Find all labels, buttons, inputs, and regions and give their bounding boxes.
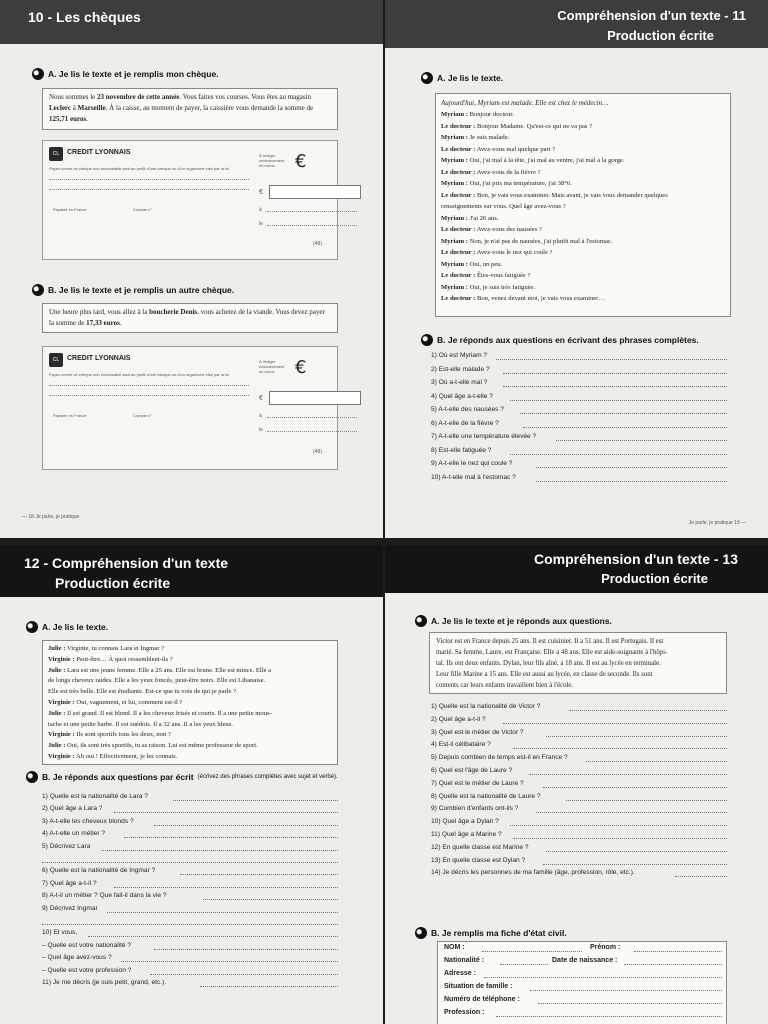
amount-words-line[interactable] [49, 395, 249, 396]
speaker: Julie : [48, 709, 66, 717]
text-lines [436, 636, 720, 691]
naissance-label: Date de naissance : [552, 957, 618, 964]
prenom-field[interactable] [634, 951, 722, 952]
speech: Ils sont sportifs tous les deux, non ? [74, 731, 171, 739]
answer-line[interactable] [556, 440, 727, 441]
answer-line[interactable] [513, 838, 727, 839]
speech: Oui, ils sont très sportifs, tu as raison. Lui est même professeur de sport. [65, 742, 258, 750]
question-label: 1) Quelle est la nationalité de Lara ? [42, 793, 148, 800]
dialogue-line [441, 236, 725, 248]
speech: Oui, vaguement, et lui, comment est-il ? [74, 698, 183, 706]
bank-name: CREDIT LYONNAIS [67, 355, 131, 362]
nationalite-label: Nationalité : [444, 957, 485, 964]
question-label: 13) En quelle classe est Dylan ? [431, 856, 526, 864]
payee-line[interactable] [49, 385, 249, 386]
speaker: Le docteur : [441, 122, 476, 130]
answer-line[interactable] [200, 986, 338, 987]
section-a-label: A. Je lis le texte. [42, 622, 109, 632]
speech: Bon, venez devant moi, je vais vous examiner… [475, 295, 605, 302]
speech: Bonjour Madame. Qu'est-ce qui ne va pas ? [475, 122, 593, 130]
cheque-form-1[interactable]: CL CREDIT LYONNAIS Payez contre ce chèque non endossable sauf au profit d'une banque ou d'un organisme visé par la loi À rédiger exclusivement en euros € € Payable en France Compte n° à le (48) [42, 140, 338, 260]
section-b-label: B. Je réponds aux questions en écrivant des phrases complètes. [437, 335, 699, 345]
dialogue-line [48, 644, 332, 655]
page-12 [0, 545, 383, 1024]
speech: tache et une petite barbe. Il est suédois. Il a 32 ans. Il a les yeux bleus. [48, 720, 233, 728]
answer-line[interactable] [543, 787, 727, 788]
speech: Êtes-vous fatiguée ? [475, 272, 531, 279]
question-label: 7) Quel âge a-t-il ? [42, 879, 97, 887]
payee-line[interactable] [49, 179, 249, 180]
speaker: Virginie : [48, 752, 75, 760]
question-label: 14) Je décris les personnes de ma famille (âge, profession, rôle, etc.). [431, 869, 635, 877]
bank-logo: CL [49, 147, 63, 161]
bank-name: CREDIT LYONNAIS [67, 149, 131, 156]
dialogue-line [441, 109, 725, 121]
speaker: Myriam : [441, 260, 468, 268]
place-line[interactable] [267, 211, 357, 212]
dialogue-line [48, 666, 332, 677]
answer-line[interactable] [529, 774, 727, 775]
answer-line[interactable] [88, 936, 338, 937]
answer-line[interactable] [536, 812, 727, 813]
question-label: – Quelle est votre nationalité ? [42, 941, 132, 949]
speech: Il est grand. Il est blond. Il a les cheveux frisés et courts. Il a une petite mous- [65, 709, 272, 717]
situation-label: Situation de famille : [444, 983, 513, 990]
dialogue-line [441, 121, 725, 133]
question-label: 11) Je me décris (je suis petit, grand, etc.). [42, 979, 167, 986]
dialogue-line [48, 730, 332, 741]
section-b-label: B. Je réponds aux questions par écrit [42, 772, 194, 782]
amount-field[interactable] [269, 391, 361, 405]
question-label: 6) Quelle est la nationalité de Ingmar ? [42, 867, 156, 875]
text-box [429, 632, 727, 694]
section-b-title [421, 334, 699, 346]
dialogue-line [441, 144, 725, 156]
question-label: 4) A-t-elle un métier ? [42, 830, 106, 838]
dialogue-line [441, 167, 725, 179]
adresse-label: Adresse : [444, 970, 476, 977]
question-label: 4) Est-il célibataire ? [431, 741, 491, 749]
question-label: 1) Quelle est la nationalité de Victor ? [431, 703, 541, 710]
speech: Bonjour docteur. [467, 111, 514, 118]
speech: Avez-vous mal quelque part ? [475, 145, 556, 153]
question-label: 2) Quel âge a-t-il ? [431, 715, 486, 723]
dialogue-line [441, 282, 725, 294]
answer-line[interactable] [503, 723, 727, 724]
answer-line[interactable] [543, 864, 727, 865]
speaker: Virginie : [48, 698, 75, 706]
nom-field[interactable] [482, 951, 582, 952]
section-a-title [32, 68, 219, 80]
spiral-icon [26, 771, 38, 783]
question-label: 4) Quel âge a-t-elle ? [431, 392, 493, 400]
question-label: 1) Où est Myriam ? [431, 352, 488, 359]
answer-line[interactable] [520, 413, 728, 414]
speaker: Le docteur : [441, 249, 476, 256]
spiral-icon [421, 72, 433, 84]
question-label: 8) Quelle est la nationalité de Laure ? [431, 792, 541, 800]
page-title: 10 - Les chèques [28, 9, 141, 25]
question-label: 2) Quel âge a Lara ? [42, 805, 103, 813]
answer-line[interactable] [503, 386, 727, 387]
speech: Peut-être… À quoi ressemblent-ils ? [74, 655, 173, 663]
question-label: 7) Quel est le métier de Laure ? [431, 779, 524, 787]
dialogue-line [48, 687, 332, 698]
section-b-title [415, 927, 567, 939]
civil-status-form [437, 941, 727, 1024]
answer-line[interactable] [569, 710, 727, 711]
speaker: Le docteur : [441, 272, 476, 279]
answer-line[interactable] [173, 800, 338, 801]
question-label: 10) Quel âge a Dylan ? [431, 818, 499, 826]
speech: Bon, je vais vous examiner. Mais avant, je vais vous demander quelques [475, 191, 668, 199]
question-label: 5) Depuis combien de temps est-il en France ? [431, 754, 568, 762]
page-footer: Je parle, je pratique 19 — [688, 520, 746, 526]
answer-line[interactable] [496, 359, 727, 360]
question-label: 8) A-t-il un métier ? Que fait-il dans la vie ? [42, 892, 167, 900]
speech: Oui, j'ai mal à la tête, j'ai mal au ventre, j'ai mal à la gorge. [467, 157, 625, 164]
speaker: Le docteur : [441, 226, 476, 233]
question-label: 3) Quel est le métier de Victor ? [431, 728, 524, 736]
section-a-label: A. Je lis le texte et je remplis mon chèque. [48, 69, 219, 79]
section-b-note: (écrivez des phrases complètes avec sujet et verbe). [197, 774, 338, 780]
question-label: 6) Quel est l'âge de Laure ? [431, 767, 513, 774]
dialogue-line [441, 247, 725, 259]
answer-line[interactable] [510, 825, 727, 826]
page-title: Compréhension d'un texte - 11 [557, 8, 746, 23]
speech: Avez-vous de la fièvre ? [475, 168, 541, 176]
dialogue-lines [48, 644, 332, 763]
speaker: Le docteur : [441, 295, 476, 302]
answer-line[interactable] [546, 851, 727, 852]
text-box-b: Une heure plus tard, vous allez à la boucherie Denis, vous achetez de la viande. Vous devez payer la somme de 17,33 euros. [42, 303, 338, 333]
dialogue-line [48, 741, 332, 752]
question-label: – Quelle est votre profession ? [42, 966, 132, 974]
answer-line[interactable] [503, 373, 727, 374]
speaker: Myriam : [441, 157, 468, 164]
answer-line[interactable] [510, 454, 727, 455]
speaker: Myriam : [441, 111, 468, 118]
speaker: Le docteur : [441, 191, 476, 199]
spiral-icon [415, 927, 427, 939]
answer-line[interactable] [536, 467, 727, 468]
spiral-icon [421, 334, 433, 346]
question-label: 6) A-t-elle de la fièvre ? [431, 419, 499, 427]
date-line[interactable] [267, 431, 357, 432]
question-label: 10) A-t-elle mal à l'estomac ? [431, 473, 516, 481]
dialogue-line [48, 709, 332, 720]
speech: renseignements sur vous. Quel âge avez-vous ? [441, 203, 566, 210]
speaker: Le docteur : [441, 168, 476, 176]
answer-line[interactable] [536, 481, 727, 482]
answer-line[interactable] [121, 961, 338, 962]
section-b-label: B. Je lis le texte et je remplis un autre chèque. [48, 285, 235, 295]
page-subtitle: Production écrite [601, 571, 708, 586]
answer-line[interactable] [154, 825, 338, 826]
speech: Je suis malade. [467, 134, 510, 141]
speech: Ah oui ! Effectivement, je les connais. [74, 752, 178, 760]
section-b-title [32, 284, 234, 296]
dialogue-line [441, 270, 725, 282]
speaker: Virginie : [48, 655, 75, 663]
profession-label: Profession : [444, 1009, 485, 1016]
dialogue-box [435, 93, 731, 317]
speaker: Myriam : [441, 283, 468, 291]
section-a-title [421, 72, 503, 84]
speech: Lara est une jeune femme. Elle a 25 ans. Elle est brune. Elle est mince. Elle a [65, 666, 272, 674]
section-a-title [415, 615, 612, 627]
speaker: Myriam : [441, 134, 468, 141]
spiral-icon [32, 68, 44, 80]
answer-line[interactable] [546, 736, 727, 737]
text-line: marié. Sa femme, Laure, est Française. Elle a 48 ans. Elle est aide-soignante à l'hôpi- [436, 649, 668, 656]
dialogue-line [48, 720, 332, 731]
answer-line[interactable] [586, 761, 728, 762]
page-10 [0, 0, 383, 538]
question-label: 7) A-t-elle une température élevée ? [431, 433, 537, 440]
text-line: Leur fille Marine a 15 ans. Elle est aussi au lycée, en classe de seconde. Ils sont [436, 671, 653, 678]
page-13 [385, 545, 768, 1024]
profession-field[interactable] [496, 1016, 722, 1017]
speech: Non, je n'ai pas de nausées, j'ai plutôt mal à l'estomac. [467, 237, 613, 245]
text-line: contents car leurs enfants travaillent bien à l'école. [436, 682, 574, 689]
speaker: Virginie : [48, 731, 75, 739]
dialogue-line [441, 293, 725, 305]
amount-field[interactable] [269, 185, 361, 199]
answer-line[interactable] [42, 862, 338, 863]
question-label: 11) Quel âge a Marine ? [431, 831, 502, 838]
answer-line[interactable] [101, 850, 338, 851]
dialogue-line [441, 224, 725, 236]
section-a-title [26, 621, 108, 633]
nom-label: NOM : [444, 944, 465, 951]
page-footer: — 18 Je parle, je pratique [22, 514, 80, 520]
situation-field[interactable] [530, 990, 722, 991]
dialogue-line [48, 655, 332, 666]
dialogue-line [441, 132, 725, 144]
answer-line[interactable] [124, 837, 338, 838]
dialogue-line [441, 190, 725, 202]
speech: Oui, j'ai pris ma température, j'ai 38°6. [467, 180, 572, 187]
dialogue-line [48, 676, 332, 687]
dialogue-line [441, 178, 725, 190]
question-label: 10) Et vous, [42, 929, 78, 937]
section-a-label: A. Je lis le texte. [437, 73, 504, 83]
telephone-field[interactable] [538, 1003, 722, 1004]
section-a-label: A. Je lis le texte et je réponds aux questions. [431, 616, 612, 626]
answer-line[interactable] [513, 748, 727, 749]
dialogue-line [441, 213, 725, 225]
euro-icon: € [295, 151, 307, 172]
dialogue-line [48, 752, 332, 763]
telephone-label: Numéro de téléphone : [444, 996, 520, 1003]
spiral-icon [415, 615, 427, 627]
answer-line[interactable] [154, 949, 338, 950]
naissance-field[interactable] [624, 964, 722, 965]
answer-line[interactable] [107, 912, 338, 913]
dialogue-line [441, 201, 725, 213]
answer-line[interactable] [180, 874, 338, 875]
speech: Virginie, tu connais Lara et Ingmar ? [65, 645, 165, 652]
speaker: Myriam : [441, 180, 468, 187]
question-label: 3) A-t-elle les cheveux blonds ? [42, 817, 134, 825]
question-label: 5) A-t-elle des nausées ? [431, 406, 504, 413]
question-label: 9) Décrivez Ingmar [42, 904, 98, 912]
euro-icon: € [295, 357, 307, 378]
page-title: 12 - Compréhension d'un texte [24, 555, 229, 571]
answer-line[interactable] [523, 427, 727, 428]
speech: de longs cheveux raides. Elle a les yeux foncés, peut-être noirs. Elle est Libanaise. [48, 677, 266, 685]
answer-line[interactable] [510, 400, 727, 401]
answer-line[interactable] [150, 974, 338, 975]
text-line: Victor est en France depuis 25 ans. Il est cuisinier. Il a 51 ans. Il est Portugais. Il est [436, 638, 664, 645]
question-label: 3) Où a-t-elle mal ? [431, 379, 488, 386]
speech: Elle est très belle. Elle est étudiante. Est-ce que tu vois de qui je parle ? [48, 688, 237, 696]
speaker: Myriam : [441, 237, 468, 245]
speech: Avez-vous des nausées ? [475, 226, 542, 233]
nationalite-field[interactable] [500, 964, 548, 965]
speaker: Julie : [48, 645, 66, 652]
page-subtitle: Production écrite [55, 575, 171, 591]
question-label: 12) En quelle classe est Marine ? [431, 843, 529, 851]
answer-line[interactable] [203, 899, 338, 900]
speech: Oui, je suis très fatiguée. [467, 283, 536, 291]
speaker: Julie : [48, 666, 66, 674]
place-line[interactable] [267, 417, 357, 418]
question-label: 2) Est-elle malade ? [431, 365, 490, 373]
speech: Oui, un peu. [467, 260, 503, 268]
page-subtitle: Production écrite [607, 28, 714, 43]
question-label: 5) Décrivez Lara [42, 842, 91, 850]
adresse-field[interactable] [484, 977, 722, 978]
section-b-title [26, 771, 338, 783]
dialogue-lines [441, 109, 725, 305]
answer-line[interactable] [675, 876, 727, 877]
speech: Avez-vous le nez qui coule ? [475, 249, 553, 256]
text-line: tal. Ils ont deux enfants. Dylan, leur fils aîné, a 18 ans. Il est au lycée en terminale. [436, 660, 661, 667]
question-label: 9) A-t-elle le nez qui coule ? [431, 460, 513, 467]
answer-line[interactable] [114, 887, 338, 888]
question-label: 9) Combien d'enfants ont-ils ? [431, 805, 519, 813]
answer-line[interactable] [566, 800, 727, 801]
dialogue-box [42, 640, 338, 765]
bank-logo: CL [49, 353, 63, 367]
question-label: – Quel âge avez-vous ? [42, 954, 112, 962]
dialogue-line [441, 259, 725, 271]
date-line[interactable] [267, 225, 357, 226]
speaker: Myriam : [441, 214, 468, 222]
answer-line[interactable] [114, 812, 338, 813]
section-b-label: B. Je remplis ma fiche d'état civil. [431, 928, 567, 938]
answer-line[interactable] [42, 924, 338, 925]
speech: J'ai 26 ans. [467, 214, 499, 222]
text-box-a: Nous sommes le 23 novembre de cette année. Vous faites vos courses. Vous êtes au magasin Leclerc à Marseille. À la caisse, au moment de payer, la caissière vous demande la somme de 125,71 euros. [42, 88, 338, 130]
spiral-icon [26, 621, 38, 633]
amount-words-line[interactable] [49, 189, 249, 190]
cheque-form-2[interactable]: CL CREDIT LYONNAIS Payez contre ce chèque non endossable sauf au profit d'une banque ou d'un organisme visé par la loi À rédiger exclusivement en euros € € Payable en France Compte n° à le (48) [42, 346, 338, 470]
dialogue-line [48, 698, 332, 709]
page-title: Compréhension d'un texte - 13 [533, 551, 738, 567]
dialogue-line [441, 155, 725, 167]
question-label: 8) Est-elle fatiguée ? [431, 446, 492, 454]
speaker: Julie : [48, 742, 66, 750]
prenom-label: Prénom : [590, 944, 621, 951]
spiral-icon [32, 284, 44, 296]
speaker: Le docteur : [441, 145, 476, 153]
page-11 [385, 0, 768, 538]
intro-text: Aujourd'hui, Myriam est malade. Elle est chez le médecin… [441, 99, 609, 107]
